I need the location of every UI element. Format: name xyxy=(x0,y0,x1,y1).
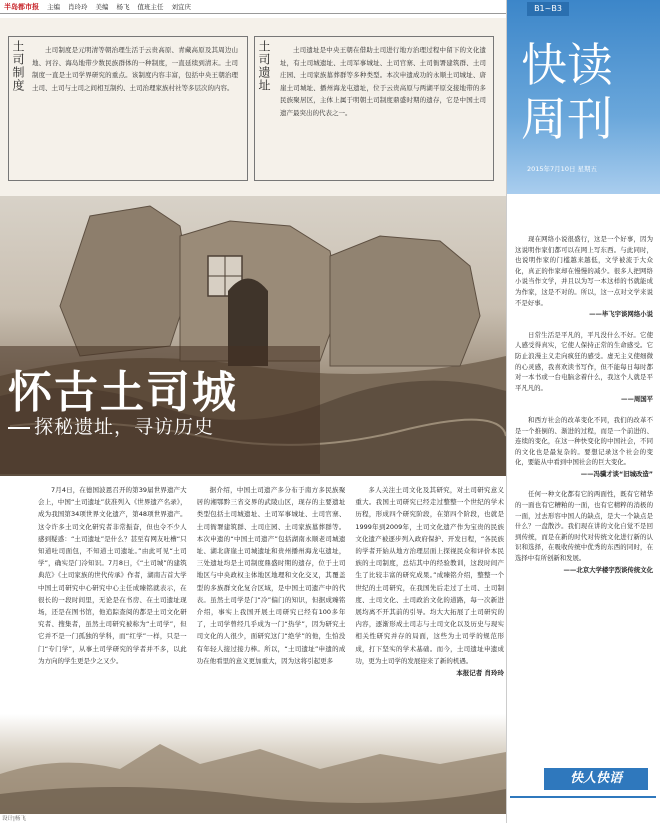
article-body xyxy=(38,484,504,744)
quote-source-4: ——北京大学楼宇烈谈传统文化 xyxy=(563,565,653,574)
section-title-line-1: 快读 xyxy=(521,38,613,92)
quote-text-1: 现在网络小说很盛行，这是一个好事，因为这说明作家们都可以在网上写东西。与此同时，也说明作家的门槛越来越低，文学被流于大众化，真正的作家却在慢慢的减少。很多人把网络小说当作文学，并且以为写一本这样的书就能成为作家，这是不对的。所以，这一点对文学来说不是好事。 xyxy=(515,235,653,307)
byline xyxy=(355,667,504,679)
bottom-ruins-photo xyxy=(0,714,506,814)
feature-subtitle xyxy=(8,412,214,439)
sidebar-header xyxy=(507,0,660,194)
intro-text-system: 土司制度是元明清等朝治理生活于云贵高原、青藏高原及其周边山地、河谷、海岛地带少数民族群体的一种制度，一直延续到清末。土司制度一直是土司学界研究的重点。该制度内容丰富，包括中央王朝治理土司、土司与土司之间相互制约、土司治理家族村社等多层次的内容。 xyxy=(32,46,238,92)
sidebar-bottom-rule xyxy=(510,796,656,798)
section-title xyxy=(521,38,651,146)
article-paragraph-1: 7月4日，在德国波恩召开的第39届世界遗产大会上，中国“土司遗址”获准列入《世界遗产名录》，成为我国第34项世界文化遗产，第48项世界遗产。这令许多土司文化研究者非常振奋，但也令不少人感到疑惑：“土司遗址”是什么？甚至有网友吐槽“只知道吐司面包，不知道土司遗址。”由此可见“土司学”，确实是门冷知识。7月8日，《“土司城”的建筑典范》《土司家族的世代传承》作者，湖南吉首大学中国土司研究中心研究中心主任成臻铭就表示，在很长的一段时间里，无论是在书房、在土司遗址现场，还是在图书馆，他追踪查阅的都是土司文化研究者、搜集者，虽然土司研究被称为“土司学”，但它并不是一门孤独的学科，而“红学”一样，只是一门“专门学”，从事土司学研究的学者并不多，以此为方向的学生更是少之又少。 xyxy=(38,486,187,665)
intro-section xyxy=(0,18,506,196)
subtitle-dash xyxy=(8,427,30,429)
art-name: 杨飞 xyxy=(116,3,130,11)
article-paragraph-3: 多人关注土司文化及其研究，对土司研究意义重大。我国土司研究已经走过整整一个世纪的学术历程，形成四个研究阶段，在第四个阶段，也就是1999年到2009年，土司文化遗产作为宝贵的民族文化遗产被逐步列入政府保护、开发日程，“各民族的学者开始从地方治理层面上探视民众和评价本民族的土司制度，总结其中的经验教训，这段时间产生了比较丰富的研究成果。”成臻铭介绍，整整一个世纪的土司研究，在我国先后走过了土司、土司制度、土司文化、土司政治文化的道路，每一次新进展均离不开其前的引导。均大大拓展了土司研究的内容，逐渐形成土司志与土司文化以及历史与现实相关性研究并存的局面，这些为土司学的规范形成，打下坚实的学术基础。而今，土司遗址申遗成功，更为土司学的发展迎来了新的机遇。 xyxy=(355,486,505,665)
quote-text-4: 任何一种文化都有它的两面性，既有它精华的一面也有它糟粕的一面，也有它精粹的消极的一面，过去形容中国人的缺点，是大一个缺点是什么？一盘散沙。我们现在讲的文化自觉不是回到传统，而是在新的时代对传统文化进行新的认识和选择，在吸收传统中优秀的东西的同时，在选择中有所创新和发展。 xyxy=(515,490,653,563)
issue-date: 2015年7月10日 星期五 xyxy=(527,165,598,173)
feature-title: 怀古土司城 xyxy=(8,367,238,418)
editor-name: 肖玲玲 xyxy=(68,3,88,11)
quote-source-1: ——毕飞宇谈网络小说 xyxy=(589,310,653,319)
quotes-list xyxy=(515,234,653,585)
newspaper-brand: 半岛都市报 xyxy=(4,1,39,11)
duty-name: 刘宜庆 xyxy=(171,3,191,11)
section-title-line-2: 周刊 xyxy=(521,92,613,146)
quote-text-3: 和西方社会的改革变化不同，我们的改革不是一个推倒的、渐进的过程，而是一个前进的、连续的变化，在这一种快变化的中国社会，不同的文化也是最复杂的。要想记录这个社会的变化，要能从中看到中国社会的巨大变化。 xyxy=(515,415,653,467)
article-column-2 xyxy=(197,484,346,744)
article-column-3 xyxy=(355,484,504,744)
article-column-1 xyxy=(38,484,187,744)
intro-text-sites: 土司遗址是中央王朝在借助土司进行地方治理过程中留下的文化遗址，有土司城遗址、土司军事城址、土司官寨、土司衙署建筑群、土司庄园、土司家族墓葬群等多种类型。本次申遗成功的永顺土司城址、唐崖土司城址、播州海龙屯遗址，位于云贵高原与两湖平原交接地带的多民族聚居区，主体上属于明朝土司制度鼎盛时期的遗存，它是中国土司遗产最突出的代表之一。 xyxy=(280,46,486,117)
column-badge-quick-words: 快人快语 xyxy=(544,768,648,790)
main-column xyxy=(0,14,506,823)
article-paragraph-2: 据介绍，中国土司遗产多分布于南方多民族聚居的湘鄂黔三省交界的武陵山区，现存的主要遗址类型包括土司城遗址、土司军事城址、土司官寨、土司衙署建筑群、土司庄园、土司家族墓葬群等。本次申遗的“中国土司遗产”包括湖南永顺老司城遗址、湖北唐崖土司城遗址和贵州播州海龙屯遗址，三处遗址均是土司制度鼎盛时期的遗存，位于土司地区与中央政权主体地区地理和文化交叉，其覆盖型的多族群文化复合区域，是中国土司遗产中的代表。虽然土司学是门“冷”偏门的知识，但据成臻铭介绍，事实上我国开展土司研究已经有100多年了，土司学曾经几乎成为一门“热学”，因为研究土司文化的人很少，面研究这门“绝学”的他，生怕没有年轻人接过接力棒。所以，“土司遗址”申遗的成功在他看里的意义更加重大，因为这将引起更多 xyxy=(196,486,346,665)
design-credit: 设计|杨飞 xyxy=(2,816,26,822)
feature-subtitle-text: 探秘遗址，寻访历史 xyxy=(34,416,215,438)
editor-label: 主编 xyxy=(47,3,60,11)
byline-name: 肖玲玲 xyxy=(484,669,505,678)
quote-source-2: ——周国平 xyxy=(621,395,653,404)
intro-label-sites: 土司遗址 xyxy=(257,40,271,92)
intro-label-system: 土司制度 xyxy=(11,40,25,92)
bottom-ruins-illustration xyxy=(0,714,506,814)
sidebar-quick-read xyxy=(506,0,660,823)
byline-label: 本报记者 xyxy=(456,669,483,678)
page-header-strip xyxy=(0,0,506,14)
duty-label: 值班主任 xyxy=(137,3,164,11)
page-range-badge: B1~B3 xyxy=(527,2,569,16)
art-label: 美编 xyxy=(95,3,109,11)
quote-source-3: ——冯骥才谈“旧城改造” xyxy=(580,469,653,478)
quote-text-2: 日常生活是平凡的，平凡没什么不好。它使人感受得真实，它使人保持正常的生命感受。它防止浪漫主义走向疯狂的感受。虚无主义使细微的心灵感，我喜欢读书写作，但不能每日每时都对一本书或一台电脑念着什么，我这个人就是平平凡凡的。 xyxy=(515,330,653,392)
